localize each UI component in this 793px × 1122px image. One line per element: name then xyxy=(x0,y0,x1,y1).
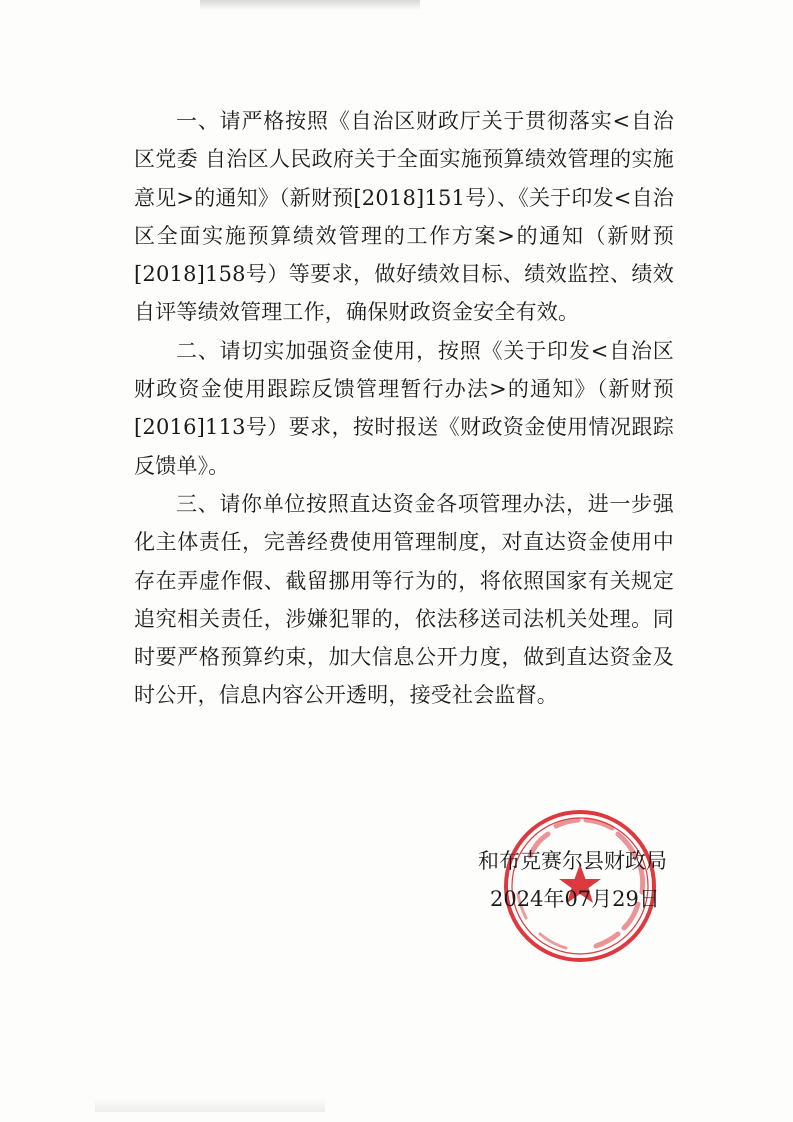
paragraph-2: 二、请切实加强资金使用，按照《关于印发<自治区财政资金使用跟踪反馈管理暂行办法>的通知》（新财预[2016]113号）要求，按时报送《财政资金使用情况跟踪反馈单》。 xyxy=(134,338,674,478)
issue-date: 2024年07月29日 xyxy=(490,887,660,911)
document-body xyxy=(134,102,674,715)
issuing-organization: 和布克赛尔县财政局 xyxy=(478,849,667,873)
signature-block xyxy=(470,842,700,918)
paragraph-1: 一、请严格按照《自治区财政厅关于贯彻落实<自治区党委 自治区人民政府关于全面实施预算绩效管理的实施意见>的通知》（新财预[2018]151号）、《关于印发<自治区全面实施预算绩效管理的工作方案>的通知（新财预[2018]158号）等要求，做好绩效目标、绩效监控、绩效自评等绩效管理工作，确保财政资金安全有效。 xyxy=(134,109,674,325)
paragraph-3: 三、请你单位按照直达资金各项管理办法，进一步强化主体责任，完善经费使用管理制度，对直达资金使用中存在弄虚作假、截留挪用等行为的，将依照国家有关规定追究相关责任，涉嫌犯罪的，依法移送司法机关处理。同时要严格预算约束，加大信息公开力度，做到直达资金及时公开，信息内容公开透明，接受社会监督。 xyxy=(134,491,674,708)
scan-shadow-top xyxy=(200,0,420,10)
scan-shadow-bottom xyxy=(95,1098,325,1112)
